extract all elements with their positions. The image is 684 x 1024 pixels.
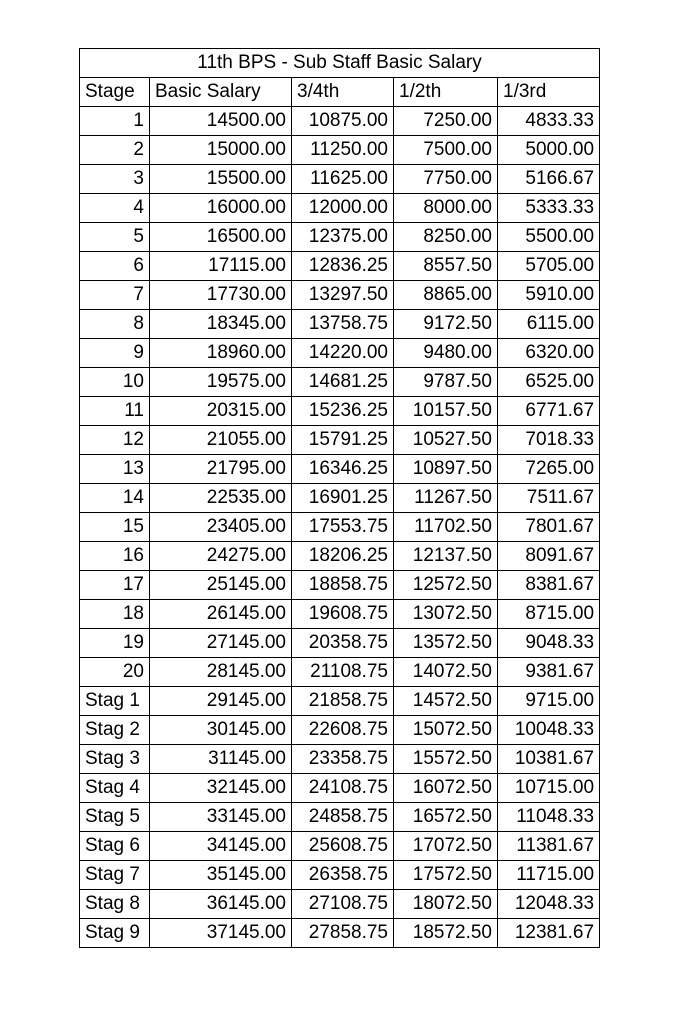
cell-basic-salary: 35145.00 (150, 861, 292, 890)
cell-three-fourth: 11250.00 (292, 136, 394, 165)
cell-basic-salary: 21055.00 (150, 426, 292, 455)
cell-three-fourth: 20358.75 (292, 629, 394, 658)
table-row (80, 861, 600, 890)
cell-one-half: 15572.50 (394, 745, 498, 774)
table-row (80, 832, 600, 861)
cell-one-third: 9048.33 (498, 629, 600, 658)
cell-one-half: 16072.50 (394, 774, 498, 803)
cell-three-fourth: 18858.75 (292, 571, 394, 600)
cell-stage: Stag 8 (80, 890, 150, 919)
table-row (80, 687, 600, 716)
cell-one-half: 10157.50 (394, 397, 498, 426)
cell-one-third: 9715.00 (498, 687, 600, 716)
cell-basic-salary: 15000.00 (150, 136, 292, 165)
cell-one-half: 15072.50 (394, 716, 498, 745)
cell-three-fourth: 15236.25 (292, 397, 394, 426)
cell-basic-salary: 16500.00 (150, 223, 292, 252)
cell-three-fourth: 11625.00 (292, 165, 394, 194)
cell-one-third: 11715.00 (498, 861, 600, 890)
cell-three-fourth: 22608.75 (292, 716, 394, 745)
cell-basic-salary: 31145.00 (150, 745, 292, 774)
cell-stage: 12 (80, 426, 150, 455)
cell-one-third: 12381.67 (498, 919, 600, 948)
cell-basic-salary: 29145.00 (150, 687, 292, 716)
header-one-half: 1/2th (394, 78, 498, 107)
cell-one-half: 9172.50 (394, 310, 498, 339)
cell-basic-salary: 16000.00 (150, 194, 292, 223)
cell-stage: 18 (80, 600, 150, 629)
cell-stage: 15 (80, 513, 150, 542)
cell-stage: Stag 1 (80, 687, 150, 716)
cell-one-half: 13072.50 (394, 600, 498, 629)
cell-basic-salary: 17115.00 (150, 252, 292, 281)
cell-three-fourth: 16346.25 (292, 455, 394, 484)
table-row (80, 513, 600, 542)
cell-one-half: 18072.50 (394, 890, 498, 919)
cell-basic-salary: 20315.00 (150, 397, 292, 426)
table-row (80, 368, 600, 397)
cell-stage: 16 (80, 542, 150, 571)
cell-stage: 17 (80, 571, 150, 600)
cell-basic-salary: 15500.00 (150, 165, 292, 194)
cell-three-fourth: 14681.25 (292, 368, 394, 397)
cell-one-third: 5705.00 (498, 252, 600, 281)
cell-stage: 1 (80, 107, 150, 136)
cell-three-fourth: 16901.25 (292, 484, 394, 513)
cell-one-half: 16572.50 (394, 803, 498, 832)
cell-basic-salary: 22535.00 (150, 484, 292, 513)
cell-one-half: 9787.50 (394, 368, 498, 397)
cell-one-third: 7018.33 (498, 426, 600, 455)
cell-stage: 19 (80, 629, 150, 658)
cell-one-half: 8250.00 (394, 223, 498, 252)
cell-basic-salary: 21795.00 (150, 455, 292, 484)
cell-three-fourth: 15791.25 (292, 426, 394, 455)
cell-stage: Stag 6 (80, 832, 150, 861)
cell-stage: 11 (80, 397, 150, 426)
cell-three-fourth: 24108.75 (292, 774, 394, 803)
cell-one-third: 10048.33 (498, 716, 600, 745)
cell-basic-salary: 30145.00 (150, 716, 292, 745)
cell-one-half: 14572.50 (394, 687, 498, 716)
cell-one-third: 8381.67 (498, 571, 600, 600)
cell-stage: 9 (80, 339, 150, 368)
cell-stage: 13 (80, 455, 150, 484)
header-three-fourth: 3/4th (292, 78, 394, 107)
cell-one-third: 6115.00 (498, 310, 600, 339)
table-row (80, 281, 600, 310)
cell-one-half: 7250.00 (394, 107, 498, 136)
cell-one-third: 6320.00 (498, 339, 600, 368)
cell-one-third: 11381.67 (498, 832, 600, 861)
header-basic-salary: Basic Salary (150, 78, 292, 107)
cell-three-fourth: 10875.00 (292, 107, 394, 136)
cell-one-third: 5910.00 (498, 281, 600, 310)
cell-stage: Stag 7 (80, 861, 150, 890)
cell-one-third: 9381.67 (498, 658, 600, 687)
table-row (80, 397, 600, 426)
cell-stage: 14 (80, 484, 150, 513)
cell-stage: 3 (80, 165, 150, 194)
table-row (80, 803, 600, 832)
cell-stage: 4 (80, 194, 150, 223)
cell-basic-salary: 33145.00 (150, 803, 292, 832)
table-row (80, 455, 600, 484)
table-row (80, 426, 600, 455)
table-row (80, 136, 600, 165)
cell-one-half: 10897.50 (394, 455, 498, 484)
cell-one-half: 13572.50 (394, 629, 498, 658)
cell-three-fourth: 12836.25 (292, 252, 394, 281)
cell-basic-salary: 24275.00 (150, 542, 292, 571)
cell-three-fourth: 23358.75 (292, 745, 394, 774)
table-row (80, 252, 600, 281)
cell-one-third: 12048.33 (498, 890, 600, 919)
cell-one-third: 6771.67 (498, 397, 600, 426)
cell-basic-salary: 37145.00 (150, 919, 292, 948)
header-stage: Stage (80, 78, 150, 107)
header-one-third: 1/3rd (498, 78, 600, 107)
table-row (80, 194, 600, 223)
table-row (80, 339, 600, 368)
cell-basic-salary: 14500.00 (150, 107, 292, 136)
table-row (80, 600, 600, 629)
cell-basic-salary: 18345.00 (150, 310, 292, 339)
cell-one-third: 4833.33 (498, 107, 600, 136)
cell-one-third: 10715.00 (498, 774, 600, 803)
cell-three-fourth: 18206.25 (292, 542, 394, 571)
table-row (80, 629, 600, 658)
cell-one-half: 8000.00 (394, 194, 498, 223)
cell-one-half: 8557.50 (394, 252, 498, 281)
header-row (80, 78, 600, 107)
table-title: 11th BPS - Sub Staff Basic Salary (80, 49, 600, 78)
cell-stage: 7 (80, 281, 150, 310)
cell-basic-salary: 23405.00 (150, 513, 292, 542)
cell-one-half: 17572.50 (394, 861, 498, 890)
cell-three-fourth: 12375.00 (292, 223, 394, 252)
cell-three-fourth: 12000.00 (292, 194, 394, 223)
cell-three-fourth: 27858.75 (292, 919, 394, 948)
cell-one-third: 5500.00 (498, 223, 600, 252)
cell-basic-salary: 36145.00 (150, 890, 292, 919)
cell-one-half: 18572.50 (394, 919, 498, 948)
cell-three-fourth: 13758.75 (292, 310, 394, 339)
cell-stage: 20 (80, 658, 150, 687)
cell-basic-salary: 17730.00 (150, 281, 292, 310)
cell-one-half: 14072.50 (394, 658, 498, 687)
cell-one-third: 5333.33 (498, 194, 600, 223)
table-row (80, 919, 600, 948)
salary-sheet (79, 48, 599, 948)
cell-stage: 8 (80, 310, 150, 339)
table-row (80, 774, 600, 803)
table-row (80, 542, 600, 571)
table-row (80, 716, 600, 745)
table-body (80, 107, 600, 948)
cell-three-fourth: 24858.75 (292, 803, 394, 832)
cell-basic-salary: 26145.00 (150, 600, 292, 629)
table-row (80, 571, 600, 600)
cell-one-third: 7801.67 (498, 513, 600, 542)
cell-stage: 6 (80, 252, 150, 281)
cell-one-half: 7500.00 (394, 136, 498, 165)
table-row (80, 890, 600, 919)
cell-stage: Stag 3 (80, 745, 150, 774)
cell-basic-salary: 19575.00 (150, 368, 292, 397)
cell-one-third: 5166.67 (498, 165, 600, 194)
cell-three-fourth: 17553.75 (292, 513, 394, 542)
table-row (80, 223, 600, 252)
cell-one-third: 7265.00 (498, 455, 600, 484)
cell-three-fourth: 21858.75 (292, 687, 394, 716)
table-row (80, 165, 600, 194)
cell-basic-salary: 18960.00 (150, 339, 292, 368)
cell-one-half: 17072.50 (394, 832, 498, 861)
cell-one-half: 9480.00 (394, 339, 498, 368)
cell-one-half: 11702.50 (394, 513, 498, 542)
cell-one-third: 8091.67 (498, 542, 600, 571)
cell-three-fourth: 19608.75 (292, 600, 394, 629)
table-row (80, 310, 600, 339)
cell-three-fourth: 21108.75 (292, 658, 394, 687)
table-row (80, 658, 600, 687)
cell-three-fourth: 25608.75 (292, 832, 394, 861)
salary-table (79, 48, 600, 948)
cell-one-third: 8715.00 (498, 600, 600, 629)
cell-one-half: 7750.00 (394, 165, 498, 194)
table-row (80, 484, 600, 513)
cell-basic-salary: 27145.00 (150, 629, 292, 658)
cell-three-fourth: 27108.75 (292, 890, 394, 919)
table-row (80, 107, 600, 136)
cell-one-half: 8865.00 (394, 281, 498, 310)
cell-one-third: 5000.00 (498, 136, 600, 165)
cell-stage: 2 (80, 136, 150, 165)
cell-one-half: 11267.50 (394, 484, 498, 513)
cell-basic-salary: 32145.00 (150, 774, 292, 803)
cell-three-fourth: 26358.75 (292, 861, 394, 890)
table-row (80, 745, 600, 774)
cell-one-third: 7511.67 (498, 484, 600, 513)
title-row (80, 49, 600, 78)
cell-one-half: 10527.50 (394, 426, 498, 455)
cell-stage: Stag 5 (80, 803, 150, 832)
cell-three-fourth: 13297.50 (292, 281, 394, 310)
cell-three-fourth: 14220.00 (292, 339, 394, 368)
cell-stage: Stag 4 (80, 774, 150, 803)
cell-basic-salary: 25145.00 (150, 571, 292, 600)
cell-basic-salary: 28145.00 (150, 658, 292, 687)
cell-basic-salary: 34145.00 (150, 832, 292, 861)
cell-stage: 10 (80, 368, 150, 397)
cell-stage: Stag 2 (80, 716, 150, 745)
cell-stage: Stag 9 (80, 919, 150, 948)
cell-one-third: 11048.33 (498, 803, 600, 832)
cell-stage: 5 (80, 223, 150, 252)
cell-one-third: 6525.00 (498, 368, 600, 397)
cell-one-half: 12137.50 (394, 542, 498, 571)
cell-one-half: 12572.50 (394, 571, 498, 600)
cell-one-third: 10381.67 (498, 745, 600, 774)
